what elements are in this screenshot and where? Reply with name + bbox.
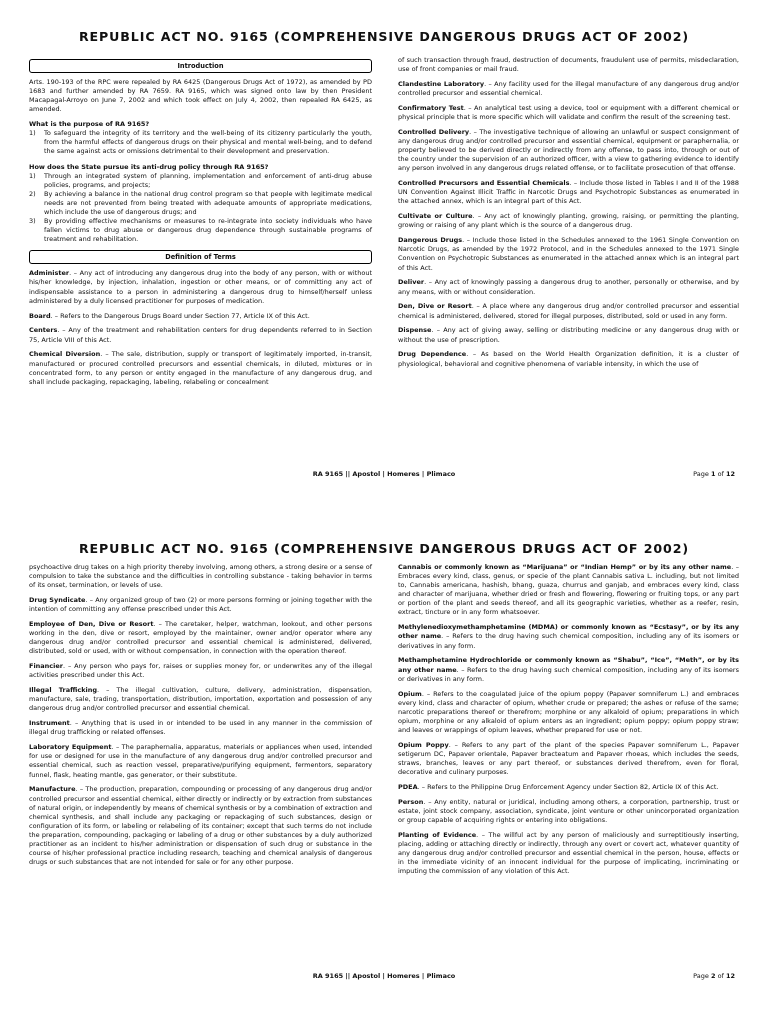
policy-list <box>29 172 372 245</box>
defined-term: Planting of Evidence <box>398 830 477 839</box>
definition-text: . – Refers to the drug having such chemical composition, including any of its isomers or derivatives in any form. <box>398 632 739 650</box>
definition-entry <box>398 212 739 230</box>
list-item <box>29 217 372 244</box>
definition-text: . – The caretaker, helper, watchman, lookout, and other persons working in the den, dive or resort, employed by the maintainer, owner and/or operator where any dangerous drug and/or controlled precursor and essential chemical is administered, delivered, distributed, sold or used, with or without compensation, in connection with the operation thereof. <box>29 620 373 656</box>
definition-text: . – The paraphernalia, apparatus, materials or appliances when used, intended for use or designed for use in the manufacture of any dangerous drug and/or controlled precursor and essential chemical, such as reaction vessel, preparative/purifying equipment, fermentors, separatory funnel, flask, heating mantle, gas generator, or their substitute. <box>29 743 372 779</box>
list-text: By providing effective mechanisms or measures to re-integrate into society individuals who have fallen victims to drug abuse or dangerous drug dependence through sustainable programs of treatment and rehabilitation. <box>44 217 372 244</box>
definition-text: . – Any facility used for the illegal manufacture of any dangerous drug and/or controlled precursor and essential chemical. <box>398 79 739 98</box>
defined-term: PDEA <box>398 782 418 791</box>
defined-term: Methylenedioxymethamphetamine (MDMA) or commonly known as “Ecstasy”, or by its any other name <box>398 623 739 641</box>
definition-text: . – The production, preparation, compounding or processing of any dangerous drug and/or controlled precursor and essential chemical, either directly or indirectly or by extraction from substances of natural origin, or independently by means of chemical synthesis or by a combination of extraction and chemical synthesis, and shall include any packaging or repackaging of such substances, design or configuration of its form, or labeling or relabeling of its container; except that such terms do not include the preparation, compounding, packaging or labeling of a drug or other substances by a duly authorized practitioner as an incident to his/her administration or dispensation of such drug or substance in the course of his/her professional practice including research, teaching and chemical analysis of dangerous drugs or such substances that are not intended for sale or for any other purpose. <box>29 785 372 867</box>
list-item <box>29 172 372 190</box>
definition-entry <box>398 831 739 876</box>
intro-paragraph: Arts. 190-193 of the RPC were repealed by RA 6425 (Dangerous Drugs Act of 1972), as amended by PD 1683 and further amended by RA 7659. RA 9165, which was signed onto law by then President Macapagal-Arroyo on June 7, 2002 and which took effect on July 4, 2002, then repealed RA 6425, as amended. <box>29 78 372 114</box>
definition-text: . – Any entity, natural or juridical, including among others, a corporation, partnership, trust or estate, joint stock company, association, syndicate, joint venture or other unincorporated organization or group capable of acquiring rights or entering into obligations. <box>398 797 739 825</box>
definition-entry <box>29 350 372 386</box>
definition-text: . – Refers to the coagulated juice of the opium poppy (Papaver somniferum L.) and embraces every kind, class and character of opium, whether crude or prepared; the ashes or refuse of the same; narcotic preparations thereof or therefrom; morphine or any alkaloid of opium; preparations in which opium, morphine or any alkaloid of opium enters as an ingredient; opium poppy; opium poppy straw; and leaves or wrappings of opium leaves, whether prepared for use or not. <box>398 689 739 734</box>
definition-text: . – The willful act by any person of maliciously and surreptitiously inserting, placing, adding or attaching directly or indirectly, through any overt or covert act, whatever quantity of any dangerous drug and/or controlled precursor and essential chemical in the person, house, effects or in the immediate vicinity of an innocent individual for the purpose of implicating, incriminating or imputing the commission of any violation of this Act. <box>398 830 739 876</box>
defined-term: Confirmatory Test <box>398 103 464 112</box>
definition-entry <box>29 743 372 779</box>
document-page-2 <box>0 512 768 1024</box>
definition-entry <box>398 690 739 735</box>
defined-term: Board <box>29 311 51 320</box>
footer-authors: RA 9165 || Apostol | Homeres | Plimaco <box>312 972 456 980</box>
right-column <box>398 56 739 374</box>
defined-term: Drug Dependence <box>398 350 467 359</box>
definitions-right <box>398 563 739 876</box>
definition-text: . – The investigative technique of allowing an unlawful or suspect consignment of any dangerous drug and/or controlled precursor and essential chemical, equipment or paraphernalia, or property believed to be derived directly or indirectly from any offense, to pass into, through or out of the country under the supervision of an authorized officer, with a view to gathering evidence to identify any person involved in any dangerous drugs related offense, or to facilitate prosecution of that offense. <box>398 127 739 173</box>
definition-text: . – Include those listed in the Schedules annexed to the 1961 Single Convention on Narcotic Drugs, as amended by the 1972 Protocol, and in the Schedules annexed to the 1971 Single Convention on Psychotropic Substances as enumerated in the attached annex which is an integral part of this Act. <box>398 236 740 272</box>
definitions-left <box>29 596 372 867</box>
definitions-right <box>398 80 739 369</box>
defined-term: Controlled Delivery <box>398 127 470 136</box>
continued-paragraph: psychoactive drug takes on a high priority thereby involving, among others, a strong desire or a sense of compulsion to take the substance and the difficulties in controlling substance - taking behavior in terms of its onset, termination, or levels of use. <box>29 563 372 590</box>
definition-entry <box>398 741 739 777</box>
purpose-list <box>29 129 372 156</box>
defined-term: Person <box>398 797 424 806</box>
defined-term: Deliver <box>398 278 425 287</box>
definition-text: . – Embraces every kind, class, genus, or specie of the plant Cannabis sativa L. including, but not limited to, Cannabis americana, hashish, bhang, guaza, churrus and ganjab, and embraces every kind, class and character of marijuana, whether dried or fresh and flowering, flowering or fruiting tops, or any part or portion of the plant and seeds thereof, and all its geographic varieties, whether as a reefer, resin, extract, tincture or in any form whatsoever. <box>398 563 739 617</box>
right-column <box>398 563 739 882</box>
list-item <box>29 129 372 156</box>
defined-term: Chemical Diversion <box>29 350 101 359</box>
list-number: 1) <box>29 171 36 180</box>
list-number: 3) <box>29 217 36 226</box>
defined-term: Laboratory Equipment <box>29 743 112 752</box>
definition-entry <box>29 785 372 867</box>
list-text: By achieving a balance in the national drug control program so that people with legitimate medical needs are not prevented from being treated with adequate amounts of appropriate medications, which include the use of dangerous drugs; and <box>44 189 372 217</box>
defined-term: Administer <box>29 269 70 278</box>
defined-term: Cannabis or commonly known as “Marijuana” or “Indian Hemp” or by its any other name <box>398 563 732 571</box>
definition-text: . – Include those listed in Tables I and II of the 1988 UN Convention Against Illicit Traffic in Narcotic Drugs and Psychotropic Substances as enumerated in the attached annex, which is an integral part of this Act. <box>398 179 739 206</box>
definition-text: . – Any of the treatment and rehabilitation centers for drug dependents referred to in Section 75, Article VIII of this Act. <box>29 326 372 344</box>
continued-paragraph: of such transaction through fraud, destruction of documents, fraudulent use of permits, misdeclaration, use of front companies or mail fraud. <box>398 56 739 74</box>
left-column <box>29 563 372 873</box>
definition-entry <box>29 326 372 344</box>
defined-term: Opium <box>398 689 422 698</box>
defined-term: Financier <box>29 662 64 671</box>
definition-entry <box>398 783 739 792</box>
list-item <box>29 190 372 217</box>
definition-text: . – An analytical test using a device, tool or equipment with a different chemical or physical principle that is more specific which will validate and confirm the result of the screening test. <box>398 103 740 122</box>
definition-text: . – Refers to the drug having such chemical composition, including any of its isomers or derivatives in any form. <box>398 665 739 683</box>
purpose-question: What is the purpose of RA 9165? <box>29 120 150 129</box>
definitions-left <box>29 269 372 386</box>
defined-term: Illegal Trafficking <box>29 686 98 695</box>
definition-entry <box>398 623 739 650</box>
list-text: Through an integrated system of planning, implementation and enforcement of anti-drug abuse policies, programs, and projects; <box>44 171 372 189</box>
definition-text: . – Any act of knowingly planting, growing, raising, or permitting the planting, growing or raising of any plant which is the source of a dangerous drug. <box>398 212 739 230</box>
section-heading-definitions: Definition of Terms <box>29 250 372 264</box>
definition-text: . – As based on the World Health Organization definition, it is a cluster of physiological, behavioral and cognitive phenomena of variable intensity, in which the use of <box>398 350 739 368</box>
definition-entry <box>29 719 372 737</box>
defined-term: Den, Dive or Resort <box>398 302 472 311</box>
defined-term: Methamphetamine Hydrochloride or commonly known as “Shabu”, “Ice”, “Meth”, or by its any other name <box>398 656 739 674</box>
page-title: REPUBLIC ACT NO. 9165 (COMPREHENSIVE DANGEROUS DRUGS ACT OF 2002) <box>78 29 690 44</box>
defined-term: Dangerous Drugs <box>398 236 463 245</box>
definition-entry <box>29 596 372 614</box>
definition-entry <box>398 104 739 122</box>
definition-text: . – Any act of introducing any dangerous drug into the body of any person, with or without his/her knowledge, by injection, inhalation, ingestion or other means, or of committing any act of indispensable assistance to a person in administering a dangerous drug to himself/herself unless administered by a duly licensed practitioner for purposes of medication. <box>29 269 372 305</box>
definition-text: . – The sale, distribution, supply or transport of legitimately imported, in-transit, manufactured or procured controlled precursors and essential chemicals, in diluted, mixtures or in concentrated form, to any person or entity engaged in the manufacture of any dangerous drug, and shall include packaging, repackaging, labeling, relabeling or concealment <box>29 350 372 386</box>
page-number: Page 2 of 12 <box>693 972 735 980</box>
list-number: 2) <box>29 189 36 198</box>
section-heading-introduction: Introduction <box>29 59 372 73</box>
definition-text: . – Refers to the Philippine Drug Enforcement Agency under Section 82, Article IX of this Act. <box>417 782 719 791</box>
definition-text: . – Any person who pays for, raises or supplies money for, or underwrites any of the illegal activities prescribed under this Act. <box>29 662 372 680</box>
definition-entry <box>398 278 739 296</box>
policy-question: How does the State pursue its anti-drug policy through RA 9165? <box>29 162 269 171</box>
defined-term: Controlled Precursors and Essential Chemicals <box>398 179 570 188</box>
definition-entry <box>29 662 372 680</box>
defined-term: Drug Syndicate <box>29 596 86 605</box>
definition-entry <box>398 350 739 368</box>
definition-entry <box>398 80 739 98</box>
defined-term: Employee of Den, Dive or Resort <box>29 620 154 629</box>
definition-text: . – Any act of knowingly passing a dangerous drug to another, personally or otherwise, and by any means, with or without consideration. <box>398 278 739 296</box>
definition-text: . – Refers to the Dangerous Drugs Board under Section 77, Article IX of this Act. <box>50 311 310 320</box>
definition-entry <box>29 312 372 321</box>
page-title: REPUBLIC ACT NO. 9165 (COMPREHENSIVE DANGEROUS DRUGS ACT OF 2002) <box>78 541 690 556</box>
page-number: Page 1 of 12 <box>693 470 735 478</box>
defined-term: Clandestine Laboratory <box>398 79 485 88</box>
list-text: To safeguard the integrity of its territory and the well-being of its citizenry particularly the youth, from the harmful effects of dangerous drugs on their physical and mental well-being, and to defend the same against acts or omissions detrimental to their development and preservation. <box>44 129 372 156</box>
defined-term: Centers <box>29 326 58 335</box>
list-number: 1) <box>29 129 36 138</box>
definition-entry <box>398 179 739 206</box>
footer-authors: RA 9165 || Apostol | Homeres | Plimaco <box>312 470 456 478</box>
definition-text: . – Any organized group of two (2) or more persons forming or joining together with the intention of committing any offense prescribed under this Act. <box>29 596 372 614</box>
definition-entry <box>29 686 372 713</box>
left-column <box>29 59 372 393</box>
definition-entry <box>398 128 739 173</box>
definition-entry <box>398 798 739 825</box>
definition-entry <box>398 236 739 272</box>
defined-term: Dispense <box>398 326 432 335</box>
definition-entry <box>29 269 372 305</box>
definition-text: . – Refers to any part of the plant of the species Papaver somniferum L., Papaver setigerum DC, Papaver orientale, Papaver bracteatum and Papaver rhoeas, which includes the seeds, straws, branches, leaves or any part thereof, or substances derived therefrom, even for floral, decorative and culinary purposes. <box>398 740 739 777</box>
definition-entry <box>29 620 372 656</box>
defined-term: Cultivate or Culture <box>398 212 473 221</box>
definition-text: . – The illegal cultivation, culture, delivery, administration, dispensation, manufacture, sale, trading, transportation, distribution, importation, exportation and possession of any dangerous drug and/or controlled precursor and essential chemical. <box>29 686 372 713</box>
defined-term: Manufacture <box>29 785 76 794</box>
definition-entry <box>398 656 739 683</box>
defined-term: Opium Poppy <box>398 740 449 749</box>
definition-text: . – Anything that is used in or intended to be used in any manner in the commission of illegal drug trafficking or related offenses. <box>29 719 372 737</box>
definition-entry <box>398 326 739 344</box>
definition-text: . – A place where any dangerous drug and/or controlled precursor and essential chemical is administered, delivered, stored for illegal purposes, distributed, sold or used in any form. <box>398 302 739 320</box>
defined-term: Instrument <box>29 719 70 728</box>
definition-entry <box>398 563 739 618</box>
definition-entry <box>398 302 739 320</box>
definition-text: . – Any act of giving away, selling or distributing medicine or any dangerous drug with or without the use of prescription. <box>398 326 739 344</box>
